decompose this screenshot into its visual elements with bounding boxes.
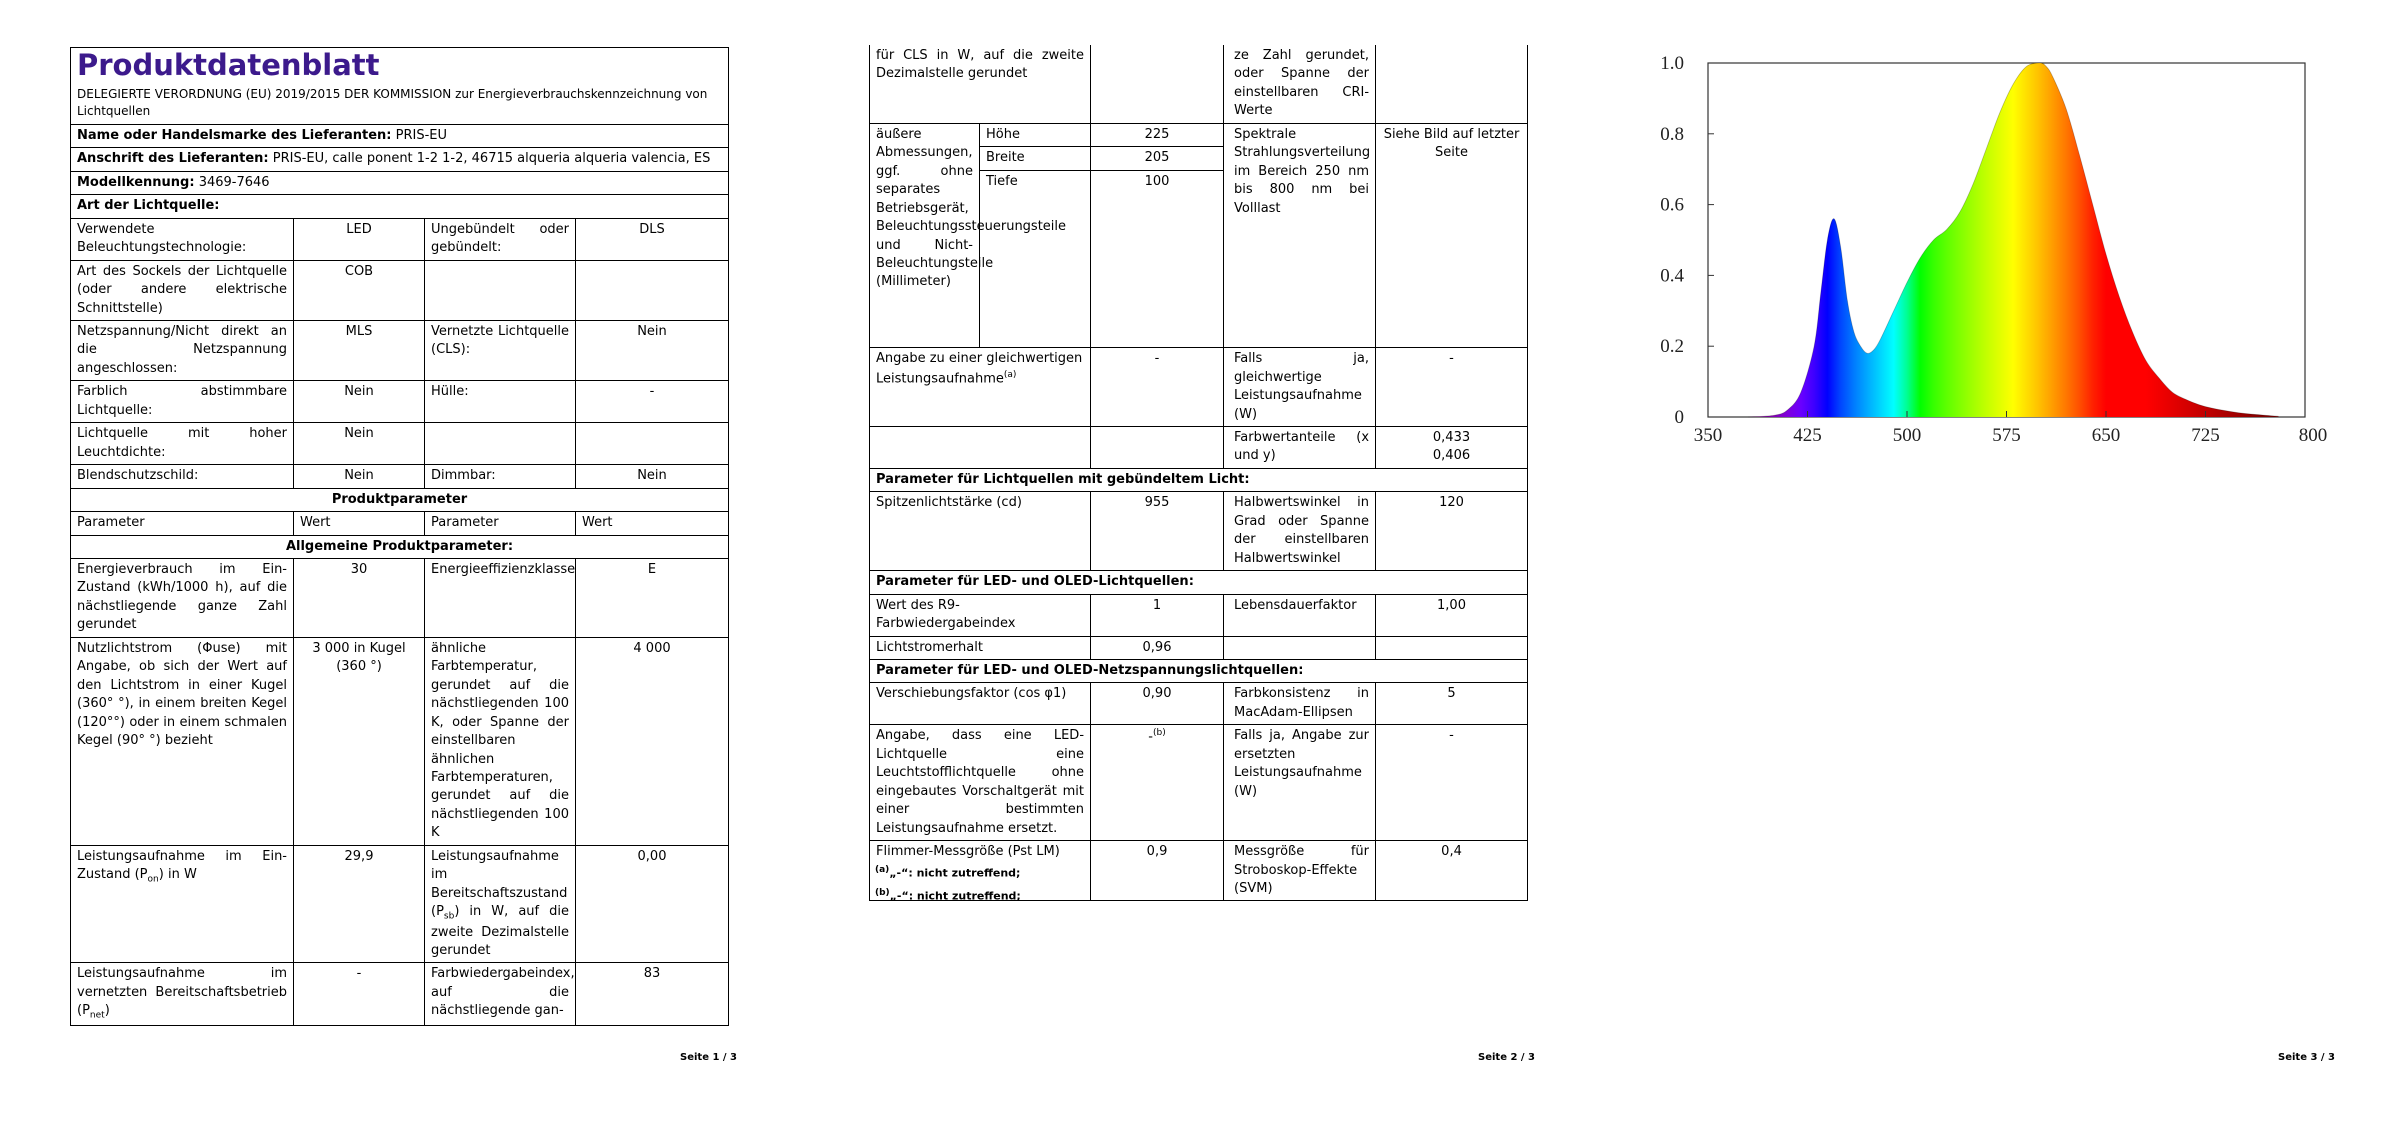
replacement-claim-label: Angabe, dass eine LED-Lichtquelle eine Leuchtstofflichtquelle ohne eingebautes Vorschaltgerät mit einer bestimmten Leistungsaufnahme ersetzt. (870, 725, 1091, 841)
page-number: Seite 2 / 3 (1478, 1052, 1535, 1063)
equivalent-power-w-label: Falls ja, gleichwertige Leistungsaufnahme (W) (1224, 348, 1376, 427)
depth-label: Tiefe (980, 170, 1091, 193)
displacement-factor-value: 0,90 (1091, 683, 1224, 725)
spd-label: Spektrale Strahlungsverteilung im Bereich 250 nm bis 800 nm bei Volllast (1224, 123, 1376, 347)
spectral-distribution-chart (1588, 0, 2382, 480)
directional-params-heading: Parameter für Lichtquellen mit gebündeltem Licht: (870, 468, 1528, 491)
pnet-value: - (294, 963, 425, 1025)
model-row (71, 171, 729, 194)
peak-intensity-label: Spitzenlichtstärke (cd) (870, 492, 1091, 571)
spd-value: Siehe Bild auf letzter Seite (1376, 123, 1528, 347)
x-tick-label: 650 (2091, 425, 2121, 446)
address-label: Anschrift des Lieferanten: (77, 151, 269, 167)
envelope-label: Hülle: (425, 381, 576, 423)
x-tick-label: 350 (1693, 425, 1723, 446)
survival-factor-value: 1,00 (1376, 594, 1528, 636)
footnote-a: $^{(a)}$„-“: nicht zutreffend; (875, 865, 1021, 880)
page-number: Seite 3 / 3 (2278, 1052, 2335, 1063)
page-2 (794, 0, 1588, 1123)
cct-value: 4 000 (576, 637, 729, 845)
cct-label: ähnliche Farbtemperatur, gerundet auf die nächstliegenden 100 K, oder Spanne der einstellbaren ähnlichen Farbtemperaturen, gerundet auf die nächstliegenden 100 K (425, 637, 576, 845)
page-1 (0, 0, 794, 1123)
y-tick-label: 0.4 (1660, 265, 1684, 287)
peak-intensity-value: 955 (1091, 492, 1224, 571)
tech-value: LED (294, 218, 425, 260)
general-params-heading: Allgemeine Produktparameter: (71, 535, 729, 558)
lumen-maintenance-label: Lichtstromerhalt (870, 636, 1091, 659)
high-luminance-value: Nein (294, 423, 425, 465)
equivalent-power-value: - (1091, 348, 1224, 427)
regulation-text: DELEGIERTE VERORDNUNG (EU) 2019/2015 DER KOMMISSION zur Energieverbrauchskennzeichnung von Lichtquellen (77, 86, 708, 118)
x-tick-label: 800 (2298, 425, 2328, 446)
width-value: 205 (1091, 147, 1224, 170)
column-header-param: Parameter (71, 512, 294, 535)
supplier-value: PRIS-EU (395, 127, 447, 143)
product-datasheet-table-continued (869, 45, 1528, 901)
page-title: Produktdatenblatt (77, 48, 380, 82)
x-tick-label: 725 (2191, 425, 2220, 446)
high-luminance-label: Lichtquelle mit hoher Leuchtdichte: (71, 423, 294, 465)
lumen-maintenance-value: 0,96 (1091, 636, 1224, 659)
y-axis-ticks (1660, 53, 1714, 428)
r9-label: Wert des R9-Farbwiedergabeindex (870, 594, 1091, 636)
cap-label: Art des Sockels der Lichtquelle (oder andere elektrische Schnittstelle) (71, 260, 294, 320)
cri-value: 83 (576, 963, 729, 1025)
model-value: 3469-7646 (198, 174, 270, 190)
tunable-label: Farblich abstimmbare Lichtquelle: (71, 381, 294, 423)
flux-label: Nutzlichtstrom (Φuse) mit Angabe, ob sich der Wert auf den Lichtstrom in einer Kugel (360° °), in einem breiten Kegel (120°°) oder in einem schmalen Kegel (90° °) bezieht (71, 637, 294, 845)
page-clip (60, 1041, 760, 1123)
equivalent-power-w-value: - (1376, 348, 1528, 427)
address-row (71, 148, 729, 171)
flicker-value: 0,9 (1091, 841, 1224, 901)
cri-continued: ze Zahl gerundet, oder Spanne der einstellbaren CRI-Werte (1224, 45, 1376, 123)
footnote-b: $^{(b)}$„-“: nicht zutreffend; (875, 888, 1021, 903)
cls-value: Nein (576, 321, 729, 381)
flicker-label: Flimmer-Messgröße (Pst LM) (870, 841, 1091, 901)
tech-label: Verwendete Beleuchtungstechnologie: (71, 218, 294, 260)
type-heading: Art der Lichtquelle: (71, 195, 729, 218)
header-cell (71, 48, 729, 125)
glare-value: Nein (294, 465, 425, 488)
y-tick-label: 0.6 (1660, 194, 1684, 216)
mains-value: MLS (294, 321, 425, 381)
r9-value: 1 (1091, 594, 1224, 636)
y-tick-label: 0.2 (1660, 336, 1684, 358)
empty-cell (1091, 193, 1224, 348)
pon-value: 29,9 (294, 845, 425, 963)
led-params-heading: Parameter für LED- und OLED-Lichtquellen: (870, 571, 1528, 594)
x-tick-label: 575 (1992, 425, 2021, 446)
x-tick-label: 500 (1892, 425, 1922, 446)
equivalent-power-label: Angabe zu einer gleichwertigen Leistungsaufnahme$^{(a)}$ (870, 348, 1091, 427)
chromaticity-value: 0,433 0,406 (1376, 426, 1528, 468)
pnet-label: Leistungsaufnahme im vernetzten Bereitschaftsbetrieb $(P_{net})$ (71, 963, 294, 1025)
pon-label: Leistungsaufnahme im Ein-Zustand $(P_{on})$ in W (71, 845, 294, 963)
height-label: Höhe (980, 123, 1091, 146)
supplier-row (71, 124, 729, 147)
cri-label: Farbwiedergabeindex, auf die nächstliegende gan- (425, 963, 576, 1025)
product-params-heading: Produktparameter (71, 488, 729, 511)
empty-cell (1091, 45, 1224, 123)
width-label: Breite (980, 147, 1091, 170)
chromaticity-label: Farbwertanteile (x und y) (1224, 426, 1376, 468)
column-header-value: Wert (294, 512, 425, 535)
psb-label: Leistungsaufnahme im Bereitschaftszustand $(P_{sb})$ in W, auf die zweite Dezimalstelle gerundet (425, 845, 576, 963)
macadam-value: 5 (1376, 683, 1528, 725)
model-label: Modellkennung: (77, 174, 195, 190)
dimmable-value: Nein (576, 465, 729, 488)
page-number: Seite 1 / 3 (680, 1052, 737, 1063)
address-value: PRIS-EU, calle ponent 1-2 1-2, 46715 alqueria alqueria valencia, ES (272, 151, 711, 167)
tunable-value: Nein (294, 381, 425, 423)
empty-cell (576, 260, 729, 320)
replacement-power-label: Falls ja, Angabe zur ersetzten Leistungsaufnahme (W) (1224, 725, 1376, 841)
empty-cell (1224, 636, 1376, 659)
energy-value: 30 (294, 559, 425, 638)
macadam-label: Farbkonsistenz in MacAdam-Ellipsen (1224, 683, 1376, 725)
x-tick-label: 425 (1793, 425, 1822, 446)
directional-label: Ungebündelt oder gebündelt: (425, 218, 576, 260)
empty-cell (870, 426, 1091, 468)
flux-value: 3 000 in Kugel (360 °) (294, 637, 425, 845)
beam-angle-value: 120 (1376, 492, 1528, 571)
mains-label: Netzspannung/Nicht direkt an die Netzspannung angeschlossen: (71, 321, 294, 381)
empty-cell (425, 423, 576, 465)
empty-cell (1376, 45, 1528, 123)
column-header-value: Wert (576, 512, 729, 535)
empty-cell (425, 260, 576, 320)
replacement-power-value: - (1376, 725, 1528, 841)
page-3 (1588, 0, 2382, 1123)
survival-factor-label: Lebensdauerfaktor (1224, 594, 1376, 636)
energy-class-label: Energieeffizienzklasse (425, 559, 576, 638)
psb-value: 0,00 (576, 845, 729, 963)
depth-value: 100 (1091, 170, 1224, 193)
column-header-param: Parameter (425, 512, 576, 535)
dimmable-label: Dimmbar: (425, 465, 576, 488)
cls-standby-continued: für CLS in W, auf die zweite Dezimalstelle gerundet (870, 45, 1091, 123)
mains-led-params-heading: Parameter für LED- und OLED-Netzspannungslichtquellen: (870, 659, 1528, 682)
spectrum-area (1708, 63, 2305, 417)
cap-value: COB (294, 260, 425, 320)
directional-value: DLS (576, 218, 729, 260)
empty-cell (1376, 636, 1528, 659)
y-tick-label: 0 (1674, 407, 1684, 428)
glare-label: Blendschutzschild: (71, 465, 294, 488)
beam-angle-label: Halbwertswinkel in Grad oder Spanne der einstellbaren Halbwertswinkel (1224, 492, 1376, 571)
envelope-value: - (576, 381, 729, 423)
empty-cell (576, 423, 729, 465)
y-tick-label: 1.0 (1660, 53, 1684, 74)
product-datasheet-table (70, 47, 729, 1026)
y-tick-label: 0.8 (1660, 123, 1684, 145)
energy-label: Energieverbrauch im Ein-Zustand (kWh/1000 h), auf die nächstliegende ganze Zahl gerundet (71, 559, 294, 638)
energy-class-value: E (576, 559, 729, 638)
cls-label: Vernetzte Lichtquelle (CLS): (425, 321, 576, 381)
stroboscopic-label: Messgröße für Stroboskop-Effekte (SVM) (1224, 841, 1376, 901)
replacement-claim-value: -$^{(b)}$ (1091, 725, 1224, 841)
empty-cell (1091, 426, 1224, 468)
supplier-label: Name oder Handelsmarke des Lieferanten: (77, 127, 392, 143)
dimensions-label: äußere Abmessungen, ggf. ohne separates Betriebsgerät, Beleuchtungssteuerungsteile und Nicht-Beleuchtungsteile (Millimeter) (870, 123, 980, 347)
stroboscopic-value: 0,4 (1376, 841, 1528, 901)
empty-cell (980, 193, 1091, 348)
displacement-factor-label: Verschiebungsfaktor (cos φ1) (870, 683, 1091, 725)
height-value: 225 (1091, 123, 1224, 146)
